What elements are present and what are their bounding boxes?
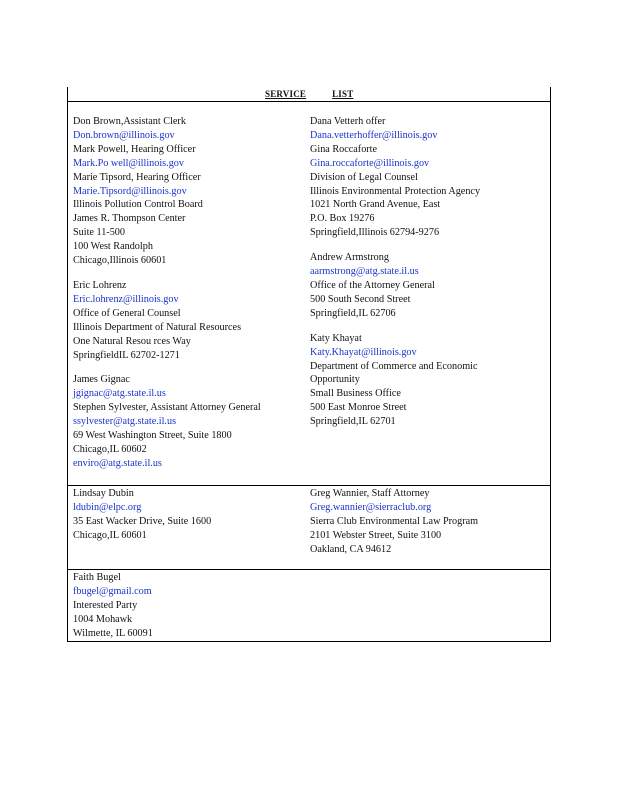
title-word-list: LIST [332,89,354,99]
contact-line: Greg Wannier, Staff Attorney [310,488,430,499]
contact-line: 2101 Webster Street, Suite 3100 [310,529,442,541]
block-2-left [73,487,211,543]
contact-line: 100 West Randolph [73,241,153,253]
contact-line: Andrew Armstrong [310,252,389,264]
contact-line: Gina Roccaforte [310,143,378,155]
entry-spacer [310,321,480,332]
contact-line: Interested Party [73,599,138,611]
contact-line: Department of Commerce and Economic [310,360,478,372]
contact-line: Division of Legal Counsel [310,171,418,183]
contact-line: Chicago,Illinois 60601 [73,255,167,267]
email-link[interactable]: ldubin@elpc.org [73,501,142,513]
title-word-service: SERVICE [265,89,307,99]
table-divider [68,485,550,486]
contact-line: Stephen Sylvester, Assistant Attorney General [73,402,261,414]
block-1-right [310,115,480,429]
email-link[interactable]: Don.brown@illinois.gov [73,129,175,141]
block-1-left [73,115,261,471]
contact-line: Office of General Counsel [73,307,181,319]
contact-line: Illinois Department of Natural Resources [73,321,242,333]
email-link[interactable]: enviro@atg.state.il.us [73,457,162,469]
email-link[interactable]: Greg.wannier@sierraclub.org [310,501,432,513]
table-divider [68,101,550,102]
entry-spacer [310,240,480,251]
email-link[interactable]: Marie.Tipsord@illinois.gov [73,185,187,197]
contact-line: Dana Vetterh offer [310,116,386,127]
contact-line: Suite 11-500 [73,227,125,239]
email-link[interactable]: Dana.vetterhoffer@illinois.gov [310,129,438,141]
contact-line: 35 East Wacker Drive, Suite 1600 [73,515,212,527]
contact-line: Illinois Environmental Protection Agency [310,185,481,197]
contact-line: Opportunity [310,374,360,386]
contact-line: Illinois Pollution Control Board [73,199,203,211]
contact-line: Mark Powell, Hearing Officer [73,143,196,155]
email-link[interactable]: jgignac@atg.state.il.us [73,388,166,400]
contact-line: Office of the Attorney General [310,279,435,291]
service-list-table [67,87,551,642]
entry-spacer [73,268,261,279]
email-link[interactable]: aarmstrong@atg.state.il.us [310,266,419,278]
contact-line: 500 South Second Street [310,293,411,305]
email-link[interactable]: ssylvester@atg.state.il.us [73,416,177,428]
contact-line: Don Brown,Assistant Clerk [73,116,186,127]
contact-line: Marie Tipsord, Hearing Officer [73,171,201,183]
contact-line: 69 West Washington Street, Suite 1800 [73,430,232,442]
contact-line: P.O. Box 19276 [310,213,375,225]
block-2-right [310,487,478,557]
block-3-left [73,571,153,641]
table-divider [68,569,550,570]
contact-line: James Gignac [73,374,130,386]
contact-line: Springfield,Illinois 62794-9276 [310,227,440,239]
contact-line: SpringfieldIL 62702-1271 [73,349,180,361]
contact-line: Chicago,IL 60601 [73,529,147,541]
email-link[interactable]: Katy.Khayat@illinois.gov [310,346,417,358]
email-link[interactable]: Mark.Po well@illinois.gov [73,157,184,169]
contact-line: Oakland, CA 94612 [310,543,392,555]
contact-line: 1004 Mohawk [73,613,133,625]
contact-line: One Natural Resou rces Way [73,335,191,347]
entry-spacer [73,362,261,373]
email-link[interactable]: Eric.lohrenz@illinois.gov [73,293,179,305]
email-link[interactable]: fbugel@gmail.com [73,585,152,597]
contact-line: Sierra Club Environmental Law Program [310,515,479,527]
email-link[interactable]: Gina.roccaforte@illinois.gov [310,157,430,169]
contact-line: Eric Lohrenz [73,279,127,291]
contact-line: Faith Bugel [73,572,121,583]
contact-line: Springfield,IL 62701 [310,416,396,428]
contact-line: Chicago,IL 60602 [73,443,147,455]
contact-line: 500 East Monroe Street [310,402,407,414]
contact-line: Wilmette, IL 60091 [73,627,153,639]
contact-line: Springfield,IL 62706 [310,307,396,319]
contact-line: 1021 North Grand Avenue, East [310,199,441,211]
contact-line: James R. Thompson Center [73,213,186,225]
contact-line: Lindsay Dubin [73,488,134,499]
contact-line: Small Business Office [310,388,401,400]
contact-line: Katy Khayat [310,332,362,344]
